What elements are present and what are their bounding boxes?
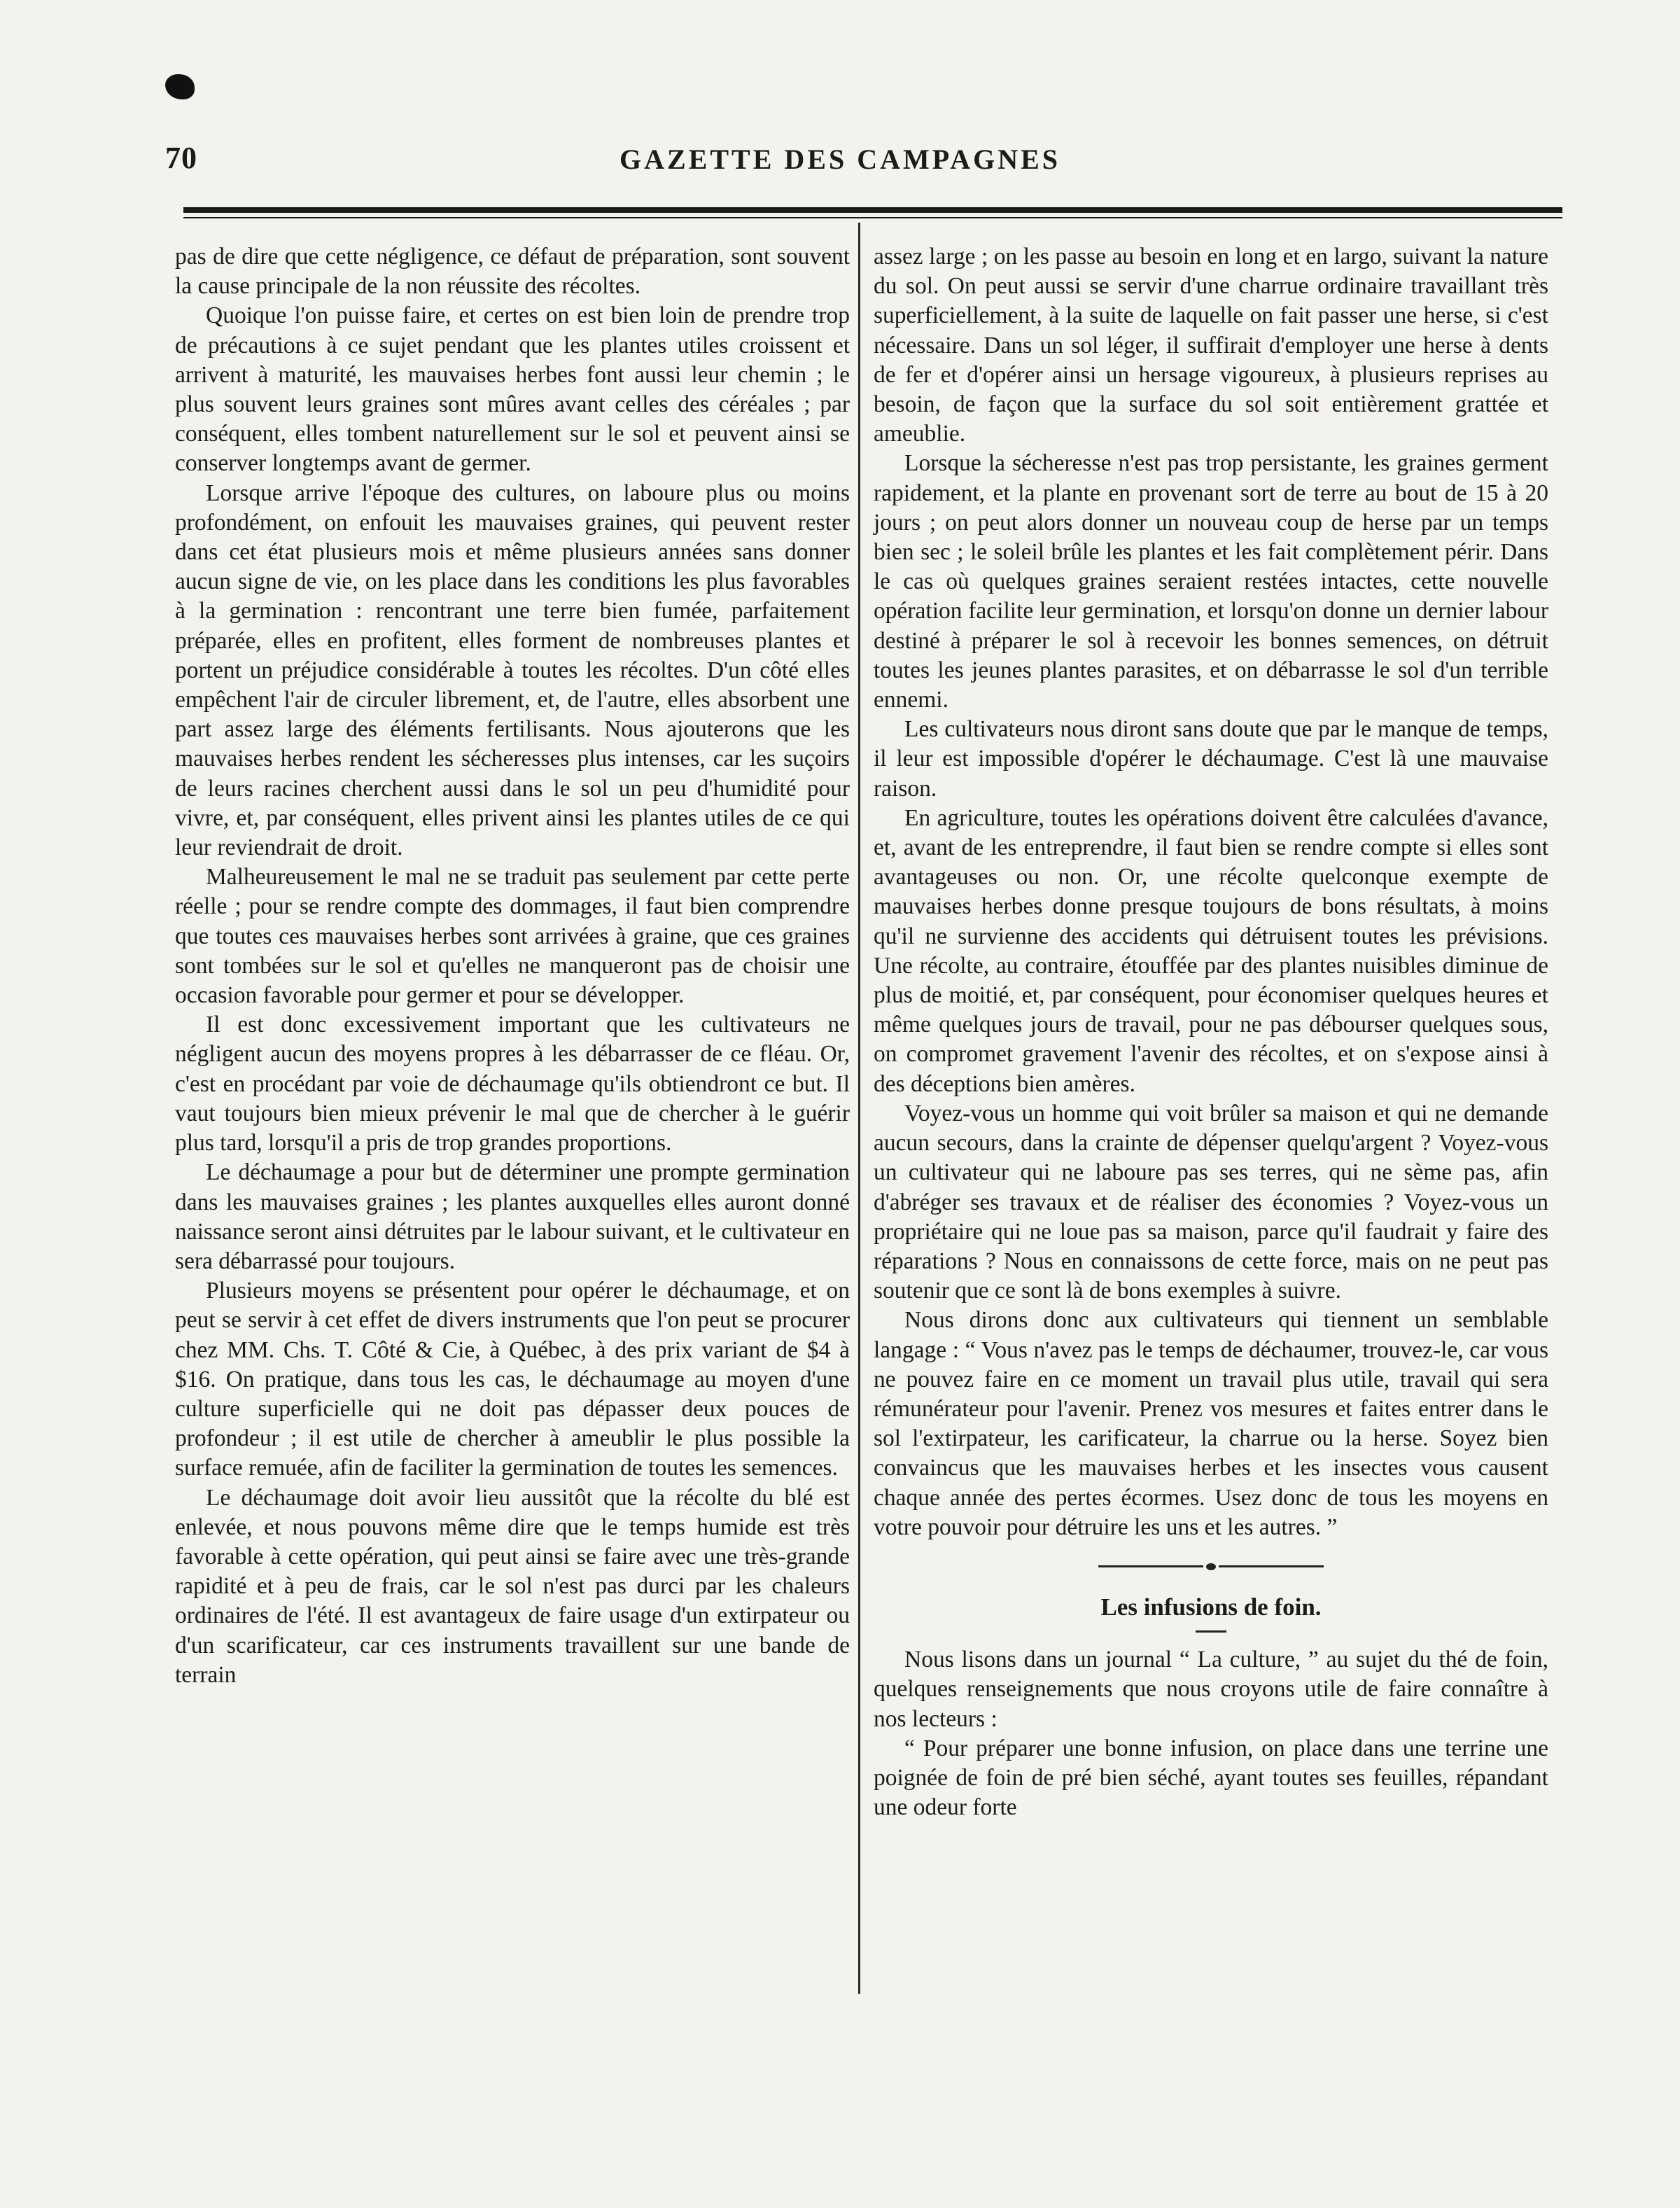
paragraph: Les cultivateurs nous diront sans doute que par le manque de temps, il leur est impossible d'opérer le déchaumage. C'est là une mauvaise raison. xyxy=(874,716,1548,802)
ornament-dot xyxy=(1206,1563,1216,1570)
ornament-line xyxy=(1219,1565,1324,1567)
paragraph: Lorsque la sécheresse n'est pas trop persistante, les graines germent rapidement, et la plante en provenant sort de terre au bout de 15 à 20 jours ; on peut alors donner un nouveau coup de herse par un temps bien sec ; le soleil brûle les plantes et les fait complètement périr. Dans le cas où quelques graines seraient restées intactes, cette nouvelle opération facilite leur germination, et lorsqu'on donne un dernier labour destiné à préparer le sol à recevoir les bonnes semences, on détruit toutes les jeunes plantes parasites, et on débarrasse le sol d'un terrible ennemi. xyxy=(874,450,1548,713)
paragraph: Le déchaumage a pour but de déterminer une prompte germination dans les mauvaises graines ; les plantes auxquelles elles auront donné naissance seront ainsi détruites par le labour suivant, et le cultivateur en sera débarrassé pour toujours. xyxy=(175,1159,850,1274)
paragraph: Voyez-vous un homme qui voit brûler sa maison et qui ne demande aucun secours, dans la crainte de dépenser quelqu'argent ? Voyez-vous un cultivateur qui ne laboure pas ses terres, qui ne sème pas, afin d'abréger ses travaux et de réaliser des économies ? Voyez-vous un propriétaire qui ne loue pas sa maison, parce qu'il faudrait y faire des réparations ? Nous en connaissons de cette force, mais on ne peut pas soutenir que ce sont là de bons exemples à suivre. xyxy=(874,1100,1548,1304)
section-ornament xyxy=(874,1563,1548,1570)
paragraph: Quoique l'on puisse faire, et certes on est bien loin de prendre trop de précautions à ce sujet pendant que les plantes utiles croissent et arrivent à maturité, les mauvaises herbes font aussi leur chemin ; le plus souvent leurs graines sont mûres avant celles des céréales ; par conséquent, elles tombent naturellement sur le sol et peuvent ainsi se conserver longtemps avant de germer. xyxy=(175,302,850,477)
page-number: 70 xyxy=(165,141,197,175)
paragraph: Plusieurs moyens se présentent pour opérer le déchaumage, et on peut se servir à cet effet de divers instruments que l'on peut se procurer chez MM. Chs. T. Côté & Cie, à Québec, à des prix variant de $4 à $16. On pratique, dans tous les cas, le déchaumage au moyen d'une culture superficielle qui ne doit pas dépasser deux pouces de profondeur ; il est utile de chercher à ameublir le plus possible la surface remuée, afin de faciliter la germination de toutes les semences. xyxy=(175,1278,850,1481)
paragraph: Nous lisons dans un journal “ La culture, ” au sujet du thé de foin, quelques renseignements que nous croyons utile de faire connaître à nos lecteurs : xyxy=(874,1647,1548,1732)
paragraph: Lorsque arrive l'époque des cultures, on laboure plus ou moins profondément, on enfouit les mauvaises graines, qui peuvent rester dans cet état plusieurs mois et même plusieurs années sans donner aucun signe de vie, on les place dans les conditions les plus favorables à la germination : rencontrant une terre bien fumée, parfaitement préparée, elles en profitent, elles forment de nombreuses plantes et portent un préjudice considérable à toutes les récoltes. D'un côté elles empêchent l'air de circuler librement, et, de l'autre, elles absorbent une part assez large des éléments fertilisants. Nous ajouterons que les mauvaises herbes rendent les sécheresses plus intenses, car les suçoirs de leurs racines cherchent aussi dans le sol un peu d'humidité pour vivre, et, par conséquent, elles privent ainsi les plantes utiles de ce qui leur reviendrait de droit. xyxy=(175,480,850,861)
paragraph: Nous dirons donc aux cultivateurs qui tiennent un semblable langage : “ Vous n'avez pas le temps de déchaumer, trouvez-le, car vous ne pouvez faire en ce moment un travail plus utile, travail qui sera rémunérateur pour l'avenir. Prenez vos mesures et faites entrer dans le sol l'extirpateur, les carificateur, la charrue ou la herse. Soyez bien convaincus que les mauvaises herbes et les insectes vous causent chaque année des pertes écormes. Usez donc de tous les moyens en votre pouvoir pour détruire les uns et les autres. ” xyxy=(874,1307,1548,1540)
paragraph: Malheureusement le mal ne se traduit pas seulement par cette perte réelle ; pour se rendre compte des dommages, il faut bien comprendre que toutes ces mauvaises herbes sont arrivées à graine, que ces graines sont tombées sur le sol et qu'elles ne manqueront pas de choisir une occasion favorable pour germer et pour se développer. xyxy=(175,864,850,1009)
header-rule-thick xyxy=(183,207,1562,213)
paragraph: Le déchaumage doit avoir lieu aussitôt que la récolte du blé est enlevée, et nous pouvons même dire que le temps humide est très favorable à cette opération, qui peut ainsi se faire avec une très-grande rapidité et à peu de frais, car le sol n'est pas durci par les chaleurs ordinaires de l'été. Il est avantageux de faire usage d'un extirpateur ou d'un scarificateur, car ces instruments travaillent sur une bande de terrain xyxy=(175,1484,850,1688)
paragraph: “ Pour préparer une bonne infusion, on place dans une terrine une poignée de foin de pré bien séché, ayant toutes ses feuilles, répandant une odeur forte xyxy=(874,1735,1548,1821)
paragraph: En agriculture, toutes les opérations doivent être calculées d'avance, et, avant de les entreprendre, il faut bien se rendre compte si elles sont avantageuses ou non. Or, une récolte quelconque exempte de mauvaises herbes donne presque toujours de bons résultats, à moins qu'il ne survienne des accidents qui détruisent toutes les prévisions. Une récolte, au contraire, étouffée par des plantes nuisibles diminue de plus de moitié, et, par conséquent, pour économiser quelques heures et même quelques jours de travail, pour ne pas débourser quelques sous, on compromet gravement l'avenir des récoltes, et on s'expose ainsi à des déceptions bien amères. xyxy=(874,804,1548,1097)
ink-blot xyxy=(165,74,195,99)
paragraph: assez large ; on les passe au besoin en long et en largo, suivant la nature du sol. On peut aussi se servir d'une charrue ordinaire travaillant très superficiellement, à la suite de laquelle on fait passer une herse, si c'est nécessaire. Dans un sol léger, il suffirait d'employer une herse à dents de fer et d'opérer ainsi un hersage vigoureux, à plusieurs reprises au besoin, de façon que la surface du sol soit entièrement grattée et ameublie. xyxy=(874,244,1548,447)
header-rule-thin xyxy=(183,217,1562,218)
left-column xyxy=(175,242,850,1690)
column-divider xyxy=(858,223,860,1994)
running-title: GAZETTE DES CAMPAGNES xyxy=(619,144,1060,175)
ornament-line xyxy=(1098,1565,1203,1567)
paragraph: Il est donc excessivement important que les cultivateurs ne négligent aucun des moyens propres à les débarrasser de ce fléau. Or, c'est en procédant par voie de déchaumage qu'ils obtiendront ce but. Il vaut toujours bien mieux prévenir le mal que de chercher à le guérir plus tard, lorsqu'il a pris de trop grandes proportions. xyxy=(175,1012,850,1157)
right-column xyxy=(874,242,1548,1822)
paragraph: pas de dire que cette négligence, ce défaut de préparation, sont souvent la cause principale de la non réussite des récoltes. xyxy=(175,244,850,300)
section-title: Les infusions de foin. xyxy=(1100,1593,1322,1621)
section-title-rule xyxy=(1196,1630,1226,1633)
